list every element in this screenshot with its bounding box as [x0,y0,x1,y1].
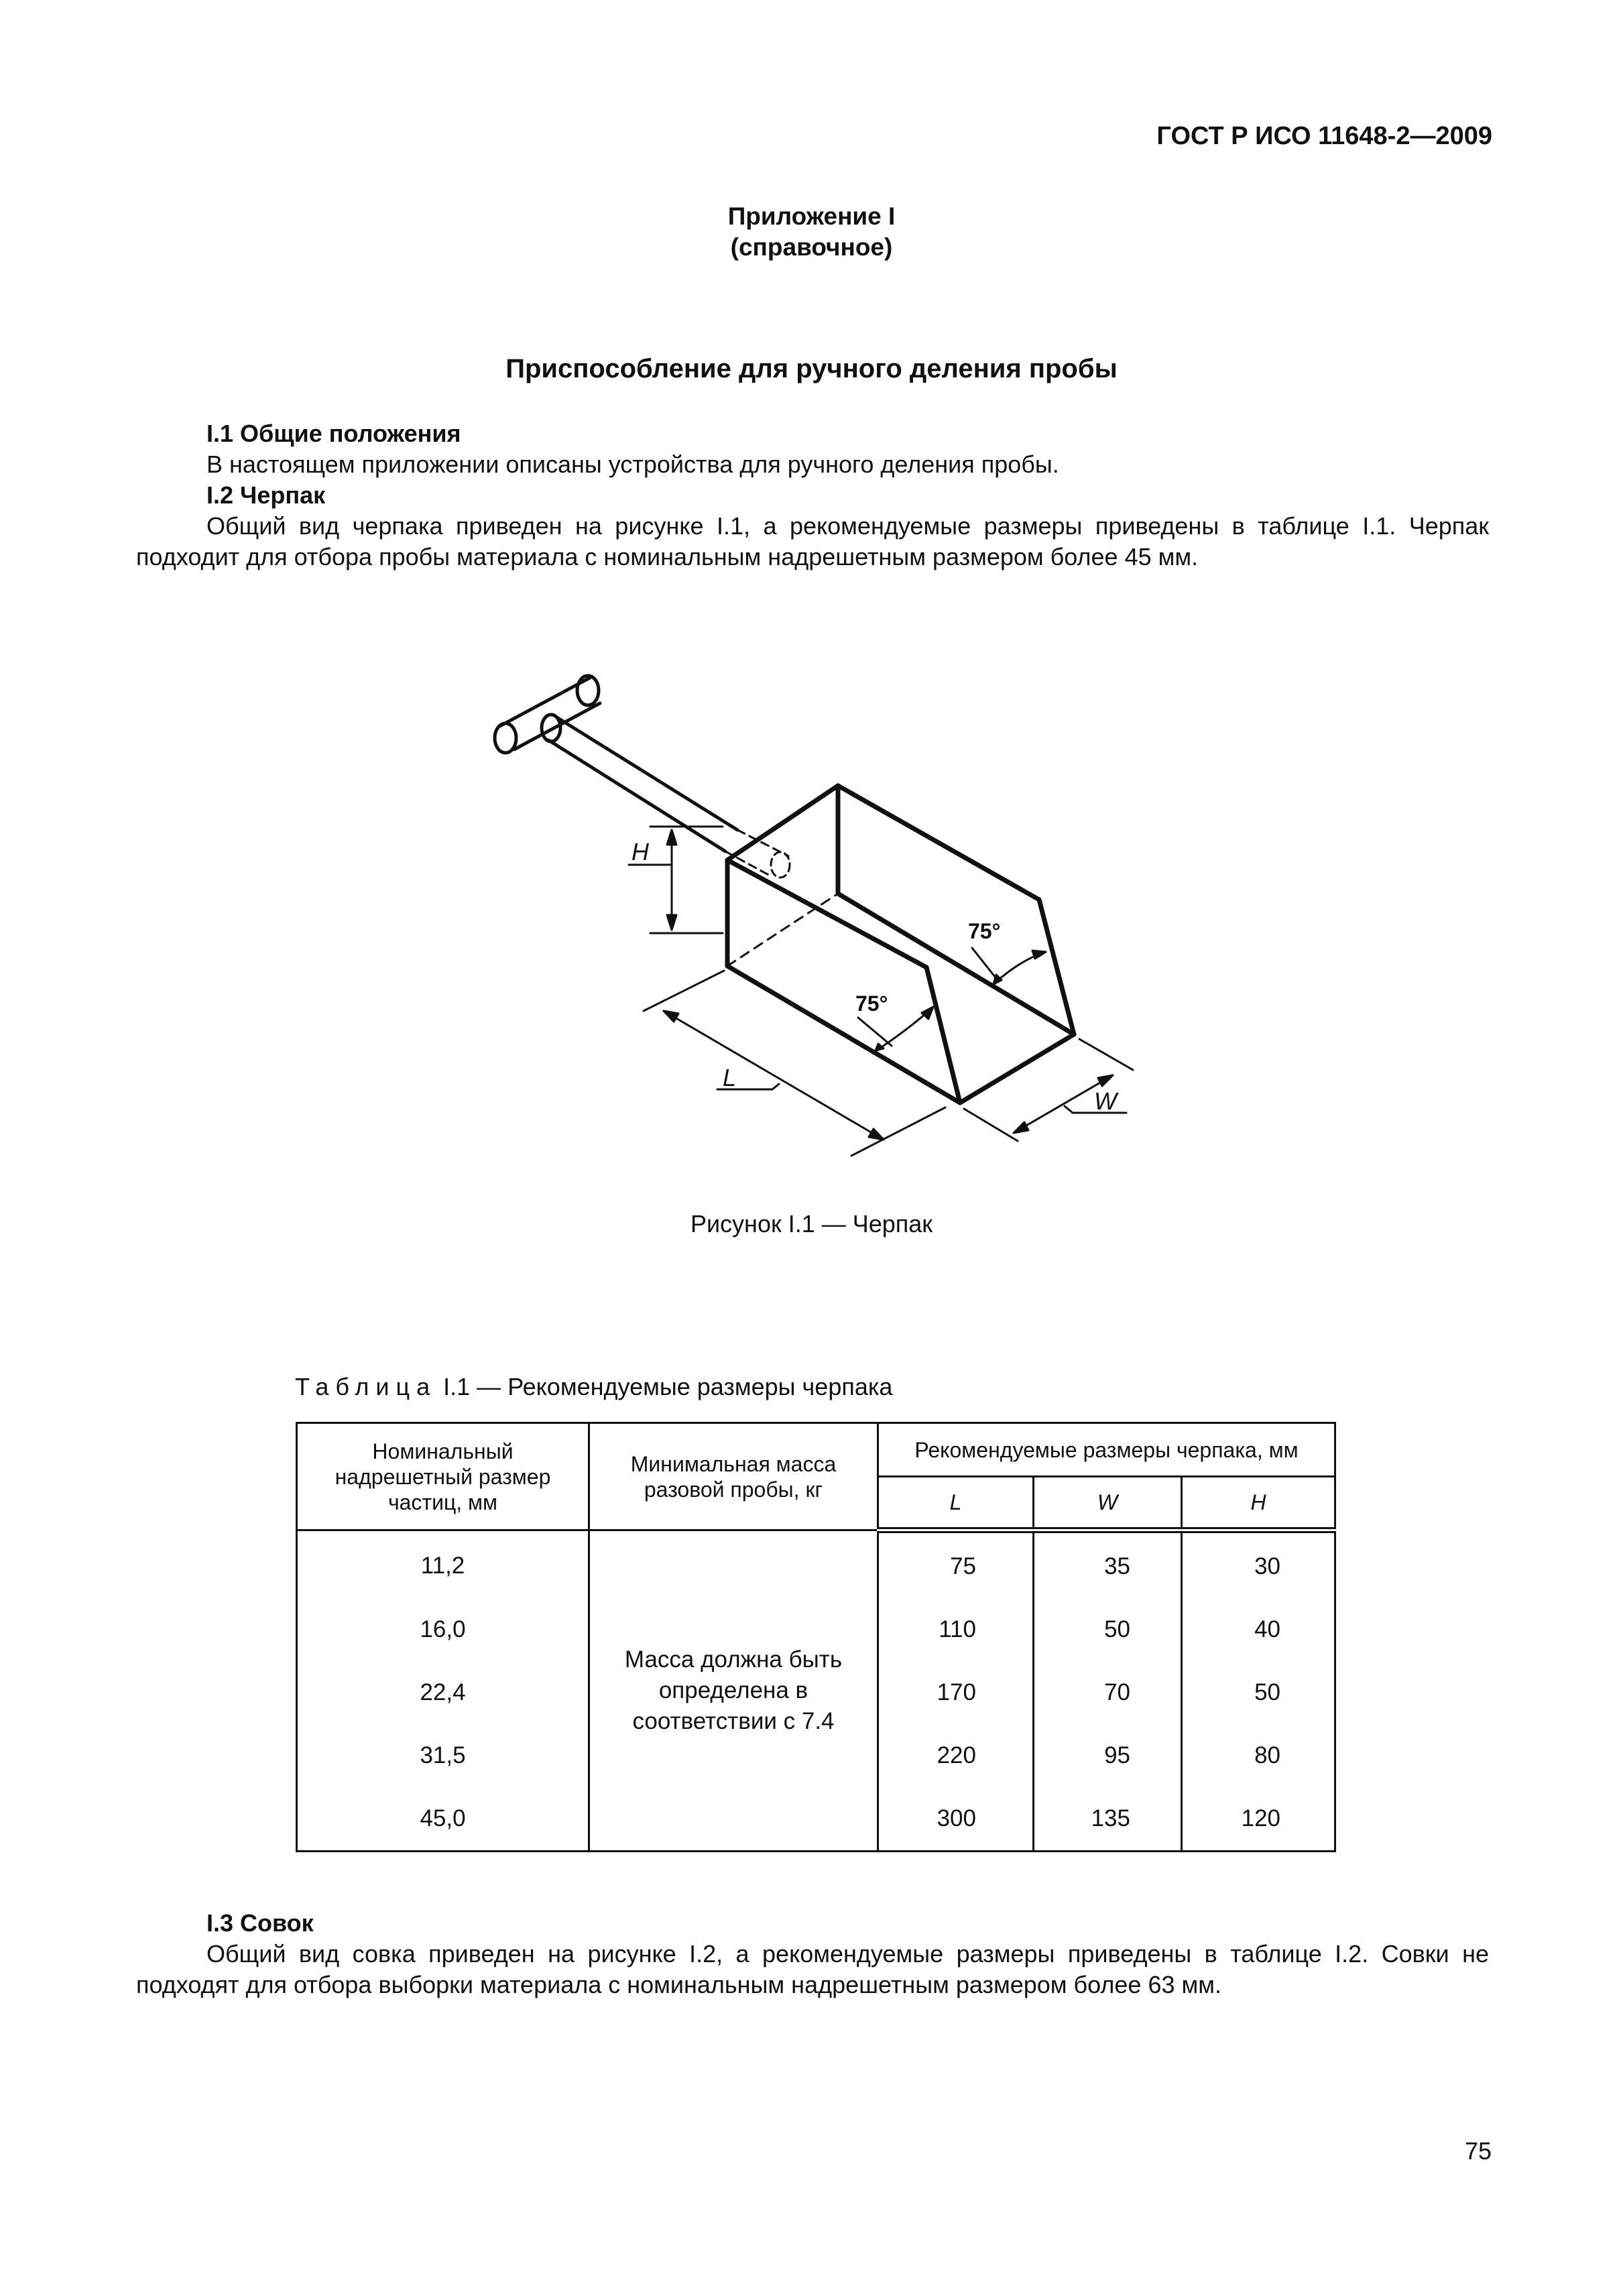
table-title [295,1373,892,1401]
dimension-label-l: L [723,1064,737,1091]
table-row [297,1530,1335,1599]
cell-size: 31,5 [297,1724,589,1787]
section-3-heading: I.3 Совок [206,1909,314,1937]
cell-w: 35 [1034,1530,1182,1599]
subheader-h: H [1182,1477,1335,1530]
cell-l: 170 [878,1661,1034,1724]
subheader-l: L [878,1477,1034,1530]
cell-h: 30 [1182,1530,1335,1599]
section-2-text: Общий вид черпака приведен на рисунке I.1, а рекомендуемые размеры приведены в таблице I.1. Черпак подходит для отбора пробы материала с номинальным надрешетным размером более 45 мм. [136,512,1489,570]
cell-w: 135 [1034,1787,1182,1852]
page-number: 75 [1464,2137,1492,2165]
appendix-title: Приложение I [727,202,896,230]
angle-label-upper: 75° [968,919,1001,943]
recommended-dimensions-table [296,1422,1336,1852]
section-1-text: В настоящем приложении описаны устройства для ручного деления пробы. [206,450,1059,478]
merged-mass-note: Масса должна быть определена в соответствии с 7.4 [589,1530,878,1852]
cell-w: 95 [1034,1724,1182,1787]
cell-w: 70 [1034,1661,1182,1724]
cell-w: 50 [1034,1598,1182,1661]
dimension-label-h: H [632,838,649,865]
table-title-prefix: Таблица [295,1373,437,1400]
angle-label-lower: 75° [855,991,888,1016]
dimension-label-w: W [1094,1087,1117,1115]
cell-h: 120 [1182,1787,1335,1852]
cell-h: 80 [1182,1724,1335,1787]
appendix-note: (справочное) [730,233,893,261]
subheader-w: W [1034,1477,1182,1530]
cell-h: 50 [1182,1661,1335,1724]
scoop-body [727,786,1074,1103]
cell-l: 220 [878,1724,1034,1787]
section-2-heading: I.2 Черпак [206,481,326,509]
col-size-header: Номинальный надрешетный размер частиц, мм [297,1423,589,1530]
cell-h: 40 [1182,1598,1335,1661]
document-header: ГОСТ Р ИСО 11648-2—2009 [1156,122,1492,150]
cell-size: 16,0 [297,1598,589,1661]
cell-size: 45,0 [297,1787,589,1852]
cell-l: 110 [878,1598,1034,1661]
figure-caption: Рисунок I.1 — Черпак [690,1210,933,1237]
table-title-text: I.1 — Рекомендуемые размеры черпака [436,1373,893,1400]
cell-l: 75 [878,1530,1034,1599]
cell-size: 22,4 [297,1661,589,1724]
main-title: Приспособление для ручного деления пробы [505,354,1118,383]
col-group-header: Рекомендуемые размеры черпака, мм [878,1423,1335,1477]
cell-l: 300 [878,1787,1034,1852]
cell-size: 11,2 [297,1530,589,1599]
section-1-heading: I.1 Общие положения [206,420,461,447]
section-3-text: Общий вид совка приведен на рисунке I.2, а рекомендуемые размеры приведены в таблице I.2. Совки не подходят для отбора выборки материала с номинальным надрешетным размером более 63 мм. [136,1940,1489,1998]
col-mass-header: Минимальная масса разовой пробы, кг [589,1423,878,1530]
